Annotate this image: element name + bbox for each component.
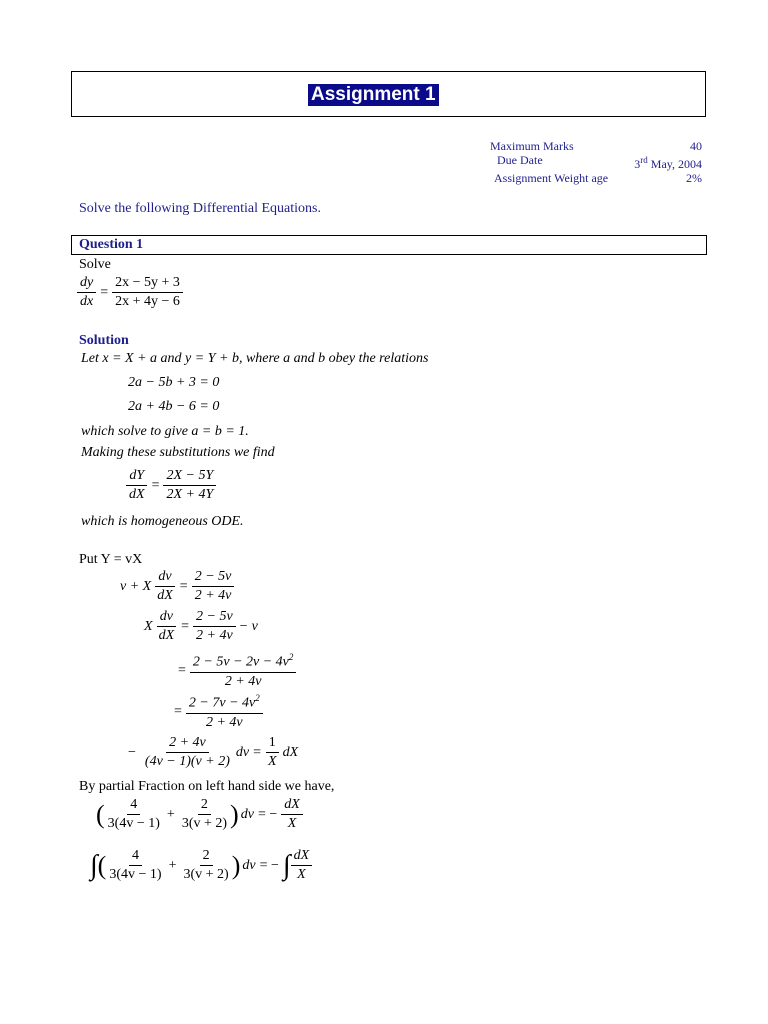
partial-fraction-integral: ∫ ( $\frac{4}{3(4v - 1)}$ + $\frac{2}{3(v + 2)}$ ) dv = − ∫ $\frac{dX}{X}$ — [90, 848, 312, 883]
step-1: v + X $\frac{dv}{dX}$ = $\frac{2 - 5v}{2 + 4v}$ — [120, 569, 234, 604]
meta-block — [490, 139, 702, 185]
meta-row-due — [490, 153, 702, 171]
question-equation: $\frac{dy}{dx}$ = $\frac{2x - 5y + 3}{2x + 4y - 6}$ — [77, 275, 183, 310]
solution-making: Making these substitutions we find — [81, 445, 275, 460]
meta-row-weight — [490, 171, 702, 185]
meta-value: 3rd May, 2004 — [634, 155, 702, 171]
instruction: Solve the following Differential Equations. — [79, 201, 321, 216]
question-prompt: Solve — [79, 257, 111, 272]
solution-let: Let x = X + a and y = Y + b, where a and b obey the relations — [81, 351, 429, 366]
partial-fraction-1: ( $\frac{4}{3(4v - 1)}$ + $\frac{2}{3(v + 2)}$ ) dv = − $\frac{dX}{X}$ — [96, 797, 303, 832]
step-2: X $\frac{dv}{dX}$ = $\frac{2 - 5v}{2 + 4v}$ − v — [144, 609, 258, 643]
solution-solve: which solve to give a = b = 1. — [81, 424, 249, 439]
meta-label: Due Date — [497, 153, 543, 167]
question-title: Question 1 — [79, 237, 144, 252]
substituted-equation: $\frac{dY}{dX}$ = $\frac{2X - 5Y}{2X + 4Y}$ — [126, 468, 216, 503]
meta-label: Maximum Marks — [490, 139, 574, 153]
partial-fraction-text: By partial Fraction on left hand side we have, — [79, 779, 335, 794]
relation-1: 2a − 5b + 3 = 0 — [128, 375, 220, 390]
meta-label: Assignment Weight age — [494, 171, 609, 185]
relation-2: 2a + 4b − 6 = 0 — [128, 399, 220, 414]
step-5: − $\frac{2 + 4v}{(4v - 1)(v + 2)}$ dv = $\frac{1}{X}$ dX — [128, 735, 299, 769]
solution-homogeneous: which is homogeneous ODE. — [81, 514, 244, 529]
step-3: = $\frac{2 - 5v - 2v - 4v^2}{2 + 4v}$ — [178, 652, 296, 690]
step-4: = $\frac{2 - 7v - 4v^2}{2 + 4v}$ — [174, 693, 263, 731]
page-title: Assignment 1 — [308, 84, 439, 106]
question-box — [71, 235, 707, 255]
meta-value: 40 — [690, 139, 702, 153]
solution-heading: Solution — [79, 333, 129, 348]
meta-value: 2% — [686, 171, 702, 185]
meta-row-marks — [490, 139, 702, 153]
put-substitution: Put Y = vX — [79, 552, 143, 567]
